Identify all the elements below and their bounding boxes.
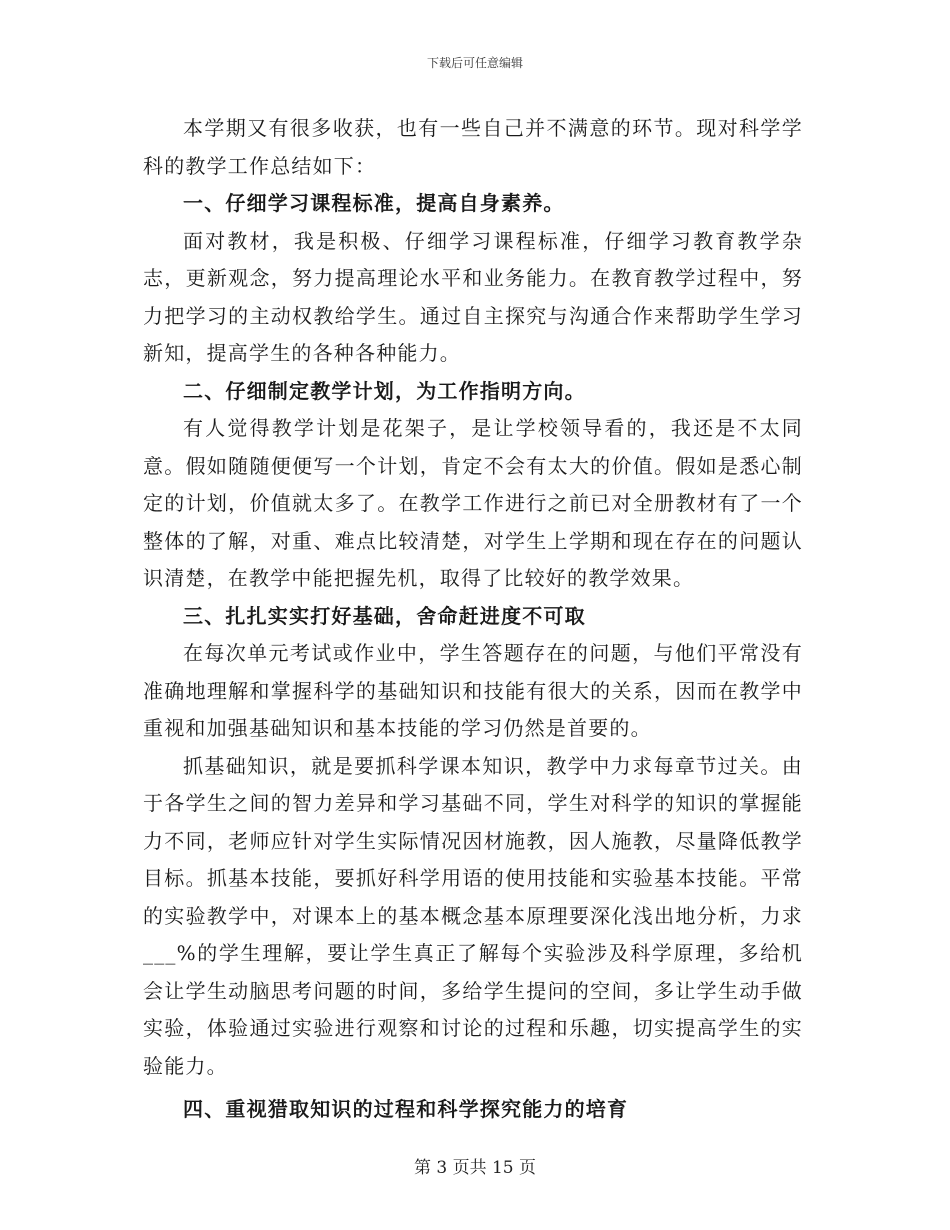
section-1-paragraph: 面对教材，我是积极、仔细学习课程标准，仔细学习教育教学杂志，更新观念，努力提高理论水平和业务能力。在教育教学过程中，努力把学习的主动权教给学生。通过自主探究与沟通合作来帮助学生学习新知，提高学生的各种各种能力。 [143,228,803,365]
page-header: 下载后可任意编辑 [426,56,523,70]
page-number: 第 3 页共 15 页 [413,1158,537,1178]
document-body [143,110,803,1129]
intro-paragraph: 本学期又有很多收获，也有一些自己并不满意的环节。现对科学学科的教学工作总结如下： [143,116,803,178]
section-heading-1: 一、仔细学习课程标准，提高自身素养。 [183,191,565,215]
section-2-paragraph: 有人觉得教学计划是花架子，是让学校领导看的，我还是不太同意。假如随随便便写一个计划，肯定不会有太大的价值。假如是悉心制定的计划，价值就太多了。在教学工作进行之前已对全册教材有了一个整体的了解，对重、难点比较清楚，对学生上学期和现在存在的问题认识清楚，在教学中能把握先机，取得了比较好的教学效果。 [143,416,803,590]
section-3-paragraph-2: 抓基础知识，就是要抓科学课本知识，教学中力求每章节过关。由于各学生之间的智力差异和学习基础不同，学生对科学的知识的掌握能力不同，老师应针对学生实际情况因材施教，因人施教，尽量降低教学目标。抓基本技能，要抓好科学用语的使用技能和实验基本技能。平常的实验教学中，对课本上的基本概念基本原理要深化浅出地分析，力求___%的学生理解，要让学生真正了解每个实验涉及科学原理，多给机会让学生动脑思考问题的时间，多给学生提问的空间，多让学生动手做实验，体验通过实验进行观察和讨论的过程和乐趣，切实提高学生的实验能力。 [143,753,803,1078]
section-3-paragraph-1: 在每次单元考试或作业中，学生答题存在的问题，与他们平常没有准确地理解和掌握科学的基础知识和技能有很大的关系，因而在教学中重视和加强基础知识和基本技能的学习仍然是首要的。 [143,641,803,740]
section-heading-2: 二、仔细制定教学计划，为工作指明方向。 [183,378,586,403]
section-heading-4: 四、重视猎取知识的过程和科学探究能力的培育 [183,1097,629,1121]
section-heading-3: 三、扎扎实实打好基础，舍命赶进度不可取 [183,603,586,628]
